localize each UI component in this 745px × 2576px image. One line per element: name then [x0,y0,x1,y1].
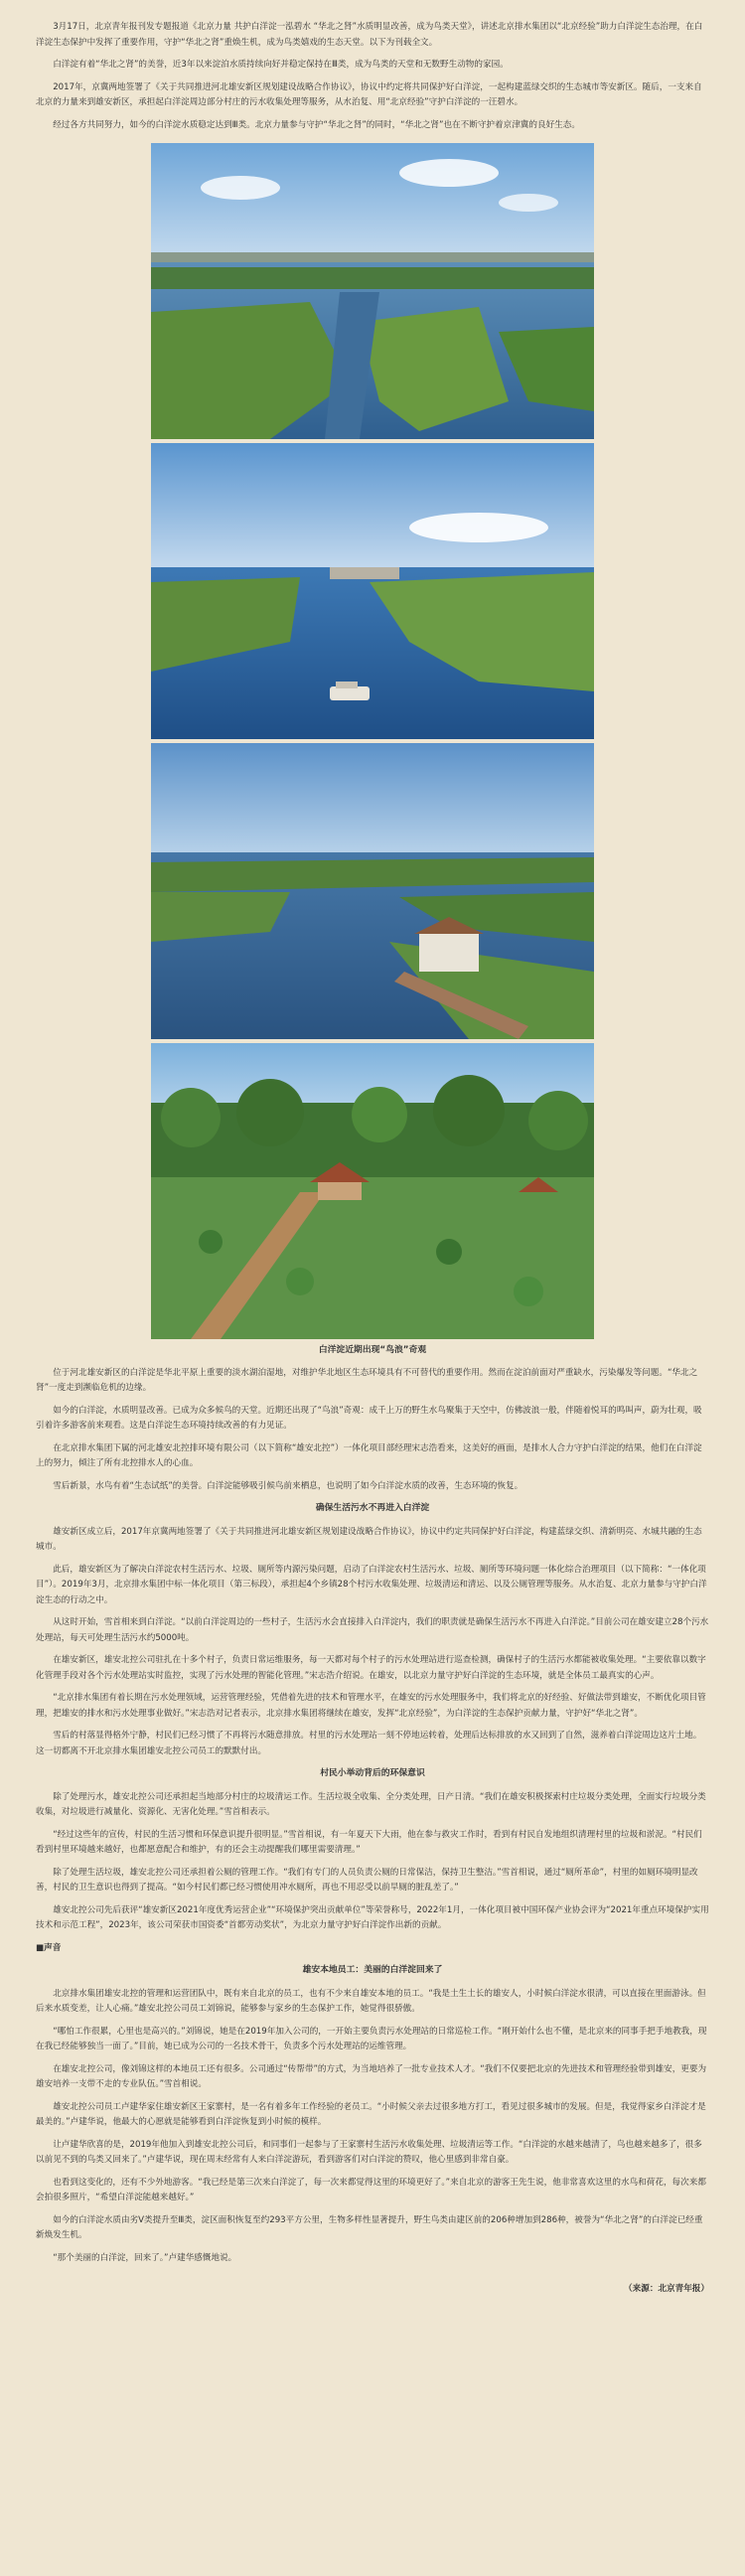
section1-paragraph-1: 位于河北雄安新区的白洋淀是华北平原上重要的淡水湖泊湿地，对维护华北地区生态环境具有不可替代的重要作用。然而在淀泊前面对严重缺水，污染爆发等问题。“华北之肾”一度走到濒临危机的边缘。 [36,1367,698,1393]
section3-paragraph-1: 除了处理污水，雄安北控公司还承担起当地部分村庄的垃圾清运工作。生活垃圾全收集、全分类处理，日产日清。“我们在雄安积极探索村庄垃圾分类处理，全面实行垃圾分类收集，对垃圾进行减量化、资源化、无害化处理。”雪首相表示。 [36,1791,706,1817]
section4-paragraph-5: 让卢建华欣喜的是，2019年他加入到雄安北控公司后，和同事们一起参与了王家寨村生活污水收集处理、垃圾清运等工作。“白洋淀的水越来越清了，鸟也越来越多了，很多以前见不到的鸟类又回来了。”卢建华说，现在周末经常有人来白洋淀游玩，看到游客们对白洋淀的赞叹，他心里感到非常自豪。 [36,2139,702,2165]
photo-gallery [151,143,594,1339]
section4-paragraph-8: “那个美丽的白洋淀，回来了。”卢建华感慨地说。 [53,2252,237,2263]
section1-paragraph-4: 雪后新景，水鸟有着“生态试纸”的美誉。白洋淀能够吸引候鸟前来栖息，也说明了如今白洋淀水质的改善，生态环境的恢复。 [53,1480,523,1491]
section1-paragraph-2: 如今的白洋淀，水质明显改善。已成为众多候鸟的天堂。近期还出现了“鸟浪”奇观：成千上万的野生水鸟聚集于天空中，仿佛波浪一般，伴随着悦耳的鸣叫声，蔚为壮观，吸引着许多游客前来观看。这是白洋淀生态环境持续改善的有力见证。 [36,1405,702,1431]
section4-paragraph-2: “哪怕工作很累，心里也是高兴的。”刘锦说，她是在2019年加入公司的，一开始主要负责污水处理站的日常巡检工作。“刚开始什么也不懂，是北京来的同事手把手地教我，现在我已经能够独当一面了。”目前，她已成为公司的一名技术骨干，负责多个污水处理站的运维管理。 [36,2026,707,2051]
section4-paragraph-7: 如今的白洋淀水质由劣Ⅴ类提升至Ⅲ类，淀区面积恢复至约293平方公里，生物多样性显著提升，野生鸟类由建区前的206种增加到286种，被誉为“华北之肾”的白洋淀已经重新焕发生机。 [36,2214,703,2240]
section4-paragraph-1: 北京排水集团雄安北控的管理和运营团队中，既有来自北京的员工，也有不少来自雄安本地的员工。“我是土生土长的雄安人，小时候白洋淀水很清，可以直接在里面游泳。但后来水质变差，让人心痛。”雄安北控公司员工刘锦说，能够参与家乡的生态保护工作，她觉得很骄傲。 [36,1988,706,2014]
photo-lotus-boardwalk [151,1043,594,1339]
section3-paragraph-4: 雄安北控公司先后获评“雄安新区2021年度优秀运营企业”“环境保护突出贡献单位”等荣誉称号，2022年1月，一体化项目被中国环保产业协会评为“2021年重点环境保护实用技术和示范工程”，2023年，该公司荣获市国资委“首都劳动奖状”，为北京力量守护好白洋淀作出新的贡献。 [36,1904,709,1930]
section1-paragraph-3: 在北京排水集团下属的河北雄安北控排环境有限公司（以下简称“雄安北控”）一体化项目部经理宋志浩看来，这美好的画面，是排水人合力守护白洋淀的结果，他们在白洋淀上的努力，倾注了所有北控排水人的心血。 [36,1442,702,1468]
intro-paragraph-3: 2017年，京冀两地签署了《关于共同推进河北雄安新区规划建设战略合作协议》，协议中约定将共同保护好白洋淀，一起构建蓝绿交织的生态城市等安新区。随后，一支来自北京的力量来到雄安新区，承担起白洋淀周边部分村庄的污水收集处理等服务，从水治复、用“北京经验”守护白洋淀的一汪碧水。 [36,81,702,107]
section3-paragraph-3: 除了处理生活垃圾，雄安北控公司还承担着公厕的管理工作。“我们有专门的人员负责公厕的日常保洁，保持卫生整洁。”雪首相说，通过“厕所革命”，村里的如厕环境明显改善，村民的卫生意识也得到了提高。“如今村民们都已经习惯使用冲水厕所，再也不用忍受以前旱厕的脏乱差了。” [36,1867,698,1893]
section3-heading: 村民小举动背后的环保意识 [320,1768,425,1778]
section4-paragraph-4: 雄安北控公司员工卢建华家住雄安新区王家寨村，是一名有着多年工作经验的老员工。“小时候父亲去过很多地方打工，看见过很多城市的发展。但是，我觉得家乡白洋淀才是最美的。”卢建华说，他最大的心愿就是能够看到白洋淀恢复到小时候的模样。 [36,2101,706,2127]
section2-paragraph-1: 雄安新区成立后，2017年京冀两地签署了《关于共同推进河北雄安新区规划建设战略合作协议》，协议中约定共同保护好白洋淀，构建蓝绿交织、清新明亮、水城共融的生态城市。 [36,1526,702,1552]
section2-paragraph-4: 在雄安新区，雄安北控公司驻扎在十多个村子，负责日常运维服务，每一天都对每个村子的污水处理站进行巡查检测，确保村子的生活污水都能被收集处理。“主要依靠以数字化管理手段对各个污水处理站实时监控，实现了污水处理的智能化管理。”宋志浩介绍说。在雄安，以北京力量守护好白洋淀的生态环境，就是全体员工最真实的心声。 [36,1655,706,1681]
photo-aerial-reed-channels [151,143,594,439]
article-page [36,20,709,2305]
section2-paragraph-3: 从这时开始，雪首相来到白洋淀。“以前白洋淀周边的一些村子，生活污水会直接排入白洋淀内，我们的职责就是确保生活污水不再进入白洋淀。”目前公司在雄安建立28个污水处理站，每天可处理生活污水约5000吨。 [36,1617,709,1643]
photo-pier-pavilion [151,743,594,1039]
article-source: （来源：北京青年报） [624,2284,709,2294]
intro-paragraph-1: 3月17日，北京青年报刊发专题报道《北京力量 共护白洋淀一泓碧水 “华北之肾”水质明显改善，成为鸟类天堂》，讲述北京排水集团以“北京经验”助力白洋淀生态治理，在白洋淀生态保护中发挥了重要作用，守护“华北之肾”重焕生机，成为鸟类嬉戏的生态天堂。以下为刊载全文。 [36,22,703,48]
section2-paragraph-2: 此后，雄安新区为了解决白洋淀农村生活污水、垃圾、厕所等内源污染问题，启动了白洋淀农村生活污水、垃圾、厕所等环境问题一体化综合治理项目（以下简称：“一体化项目”）。2019年3月，北京排水集团中标一体化项目（第三标段），承担起4个乡镇28个村污水收集处理、垃圾清运和清运、以及公厕管理等服务。从水治复、北京力量参与守护白洋淀生态的行动之中。 [36,1564,707,1605]
intro-paragraph-4: 经过各方共同努力，如今的白洋淀水质稳定达到Ⅲ类。北京力量参与守护“华北之肾”的同时，“华北之肾”也在不断守护着京津冀的良好生态。 [53,119,580,130]
section2-paragraph-6: 雪后的村落显得格外宁静，村民们已经习惯了不再将污水随意排放。村里的污水处理站一刻不停地运转着，处理后达标排放的水又回到了自然，滋养着白洋淀周边这片土地。这一切都离不开北京排水集团雄安北控公司员工的默默付出。 [36,1731,702,1756]
figure-caption: 白洋淀近期出现“鸟浪”奇观 [318,1345,427,1355]
section3-paragraph-2: “经过这些年的宣传，村民的生活习惯和环保意识提升很明显。”雪首相说，有一年夏天下大雨，他在参与救灾工作时，看到有村民自发地组织清理村里的垃圾和淤泥。“村民们看到村里环境越来越好，也都愿意配合和维护，有的还会主动提醒我们哪里需要清理。” [36,1829,702,1855]
voices-label: ■声音 [36,1942,62,1953]
section4-paragraph-3: 在雄安北控公司，像刘锦这样的本地员工还有很多。公司通过“传帮带”的方式，为当地培养了一批专业技术人才。“我们不仅要把北京的先进技术和管理经验带到雄安，更要为雄安培养一支带不走的专业队伍。”雪首相说。 [36,2063,707,2089]
section4-paragraph-6: 也看到这变化的，还有不少外地游客。“我已经是第三次来白洋淀了，每一次来都觉得这里的环境更好了。”来自北京的游客王先生说，他非常喜欢这里的水鸟和荷花，每次来都会拍很多照片，“希望白洋淀能越来越好。” [36,2177,706,2202]
section4-heading: 雄安本地员工：美丽的白洋淀回来了 [302,1965,443,1975]
section2-paragraph-5: “北京排水集团有着长期在污水处理领域，运营管理经验，凭借着先进的技术和管理水平，在雄安的污水处理服务中，我们将北京的好经验、好做法带到雄安，不断优化项目管理，把雄安的排水和污水处理事业做好。”宋志浩对记者表示，北京排水集团将继续在雄安，发挥“北京经验”，为白洋淀的生态保护贡献力量，守护好“华北之肾”。 [36,1693,706,1719]
photo-lake-boat [151,443,594,739]
intro-paragraph-2: 白洋淀有着“华北之肾”的美誉，近3年以来淀泊水质持续向好并稳定保持在Ⅲ类，成为鸟类的天堂和无数野生动物的家园。 [53,60,509,70]
section2-heading: 确保生活污水不再进入白洋淀 [315,1503,430,1513]
